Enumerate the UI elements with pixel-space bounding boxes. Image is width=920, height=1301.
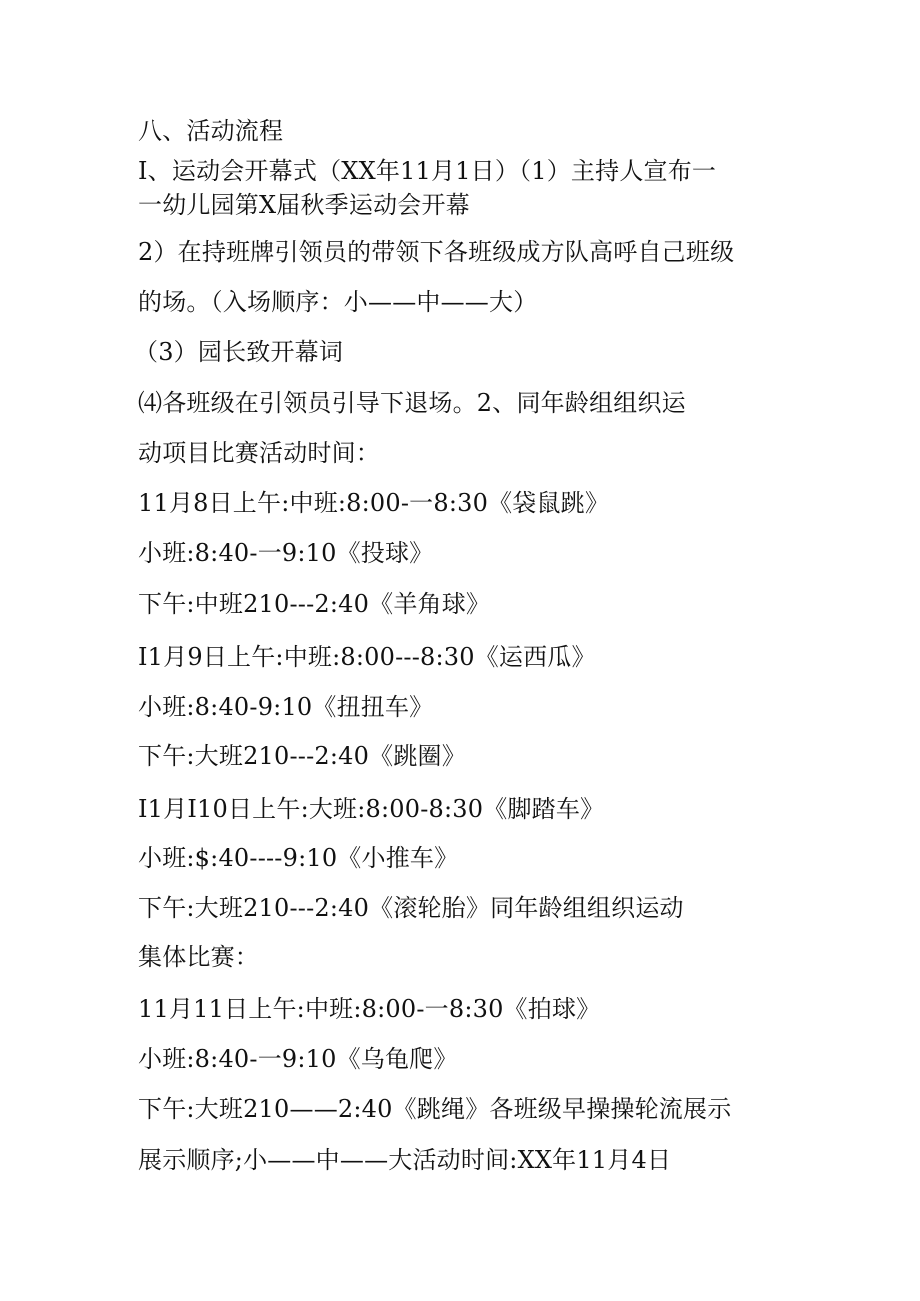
text-line: 2）在持班牌引领员的带领下各班级成方队高呼自己班级: [138, 238, 735, 266]
schedule-line: 小班:8:40-一9:10《乌龟爬》: [138, 1045, 458, 1073]
schedule-line: 下午:大班210——2:40《跳绳》各班级早操操轮流展示: [138, 1095, 732, 1123]
text-line: I、运动会开幕式（XX年11月1日）（1）主持人宣布一: [138, 157, 717, 185]
schedule-line: 小班:8:40-9:10《扭扭车》: [138, 693, 434, 721]
schedule-line: 小班:8:40-一9:10《投球》: [138, 539, 434, 567]
schedule-line: 下午:中班210---2:40《羊角球》: [138, 590, 491, 618]
schedule-line: I1月9日上午:中班:8:00---8:30《运西瓜》: [138, 643, 596, 671]
text-line: （3）园长致开幕词: [134, 338, 344, 366]
text-line: 的场。（入场顺序：小——中——大）: [138, 288, 538, 316]
schedule-line: 小班:$:40----9:10《小推车》: [138, 844, 459, 872]
text-line: ⑷各班级在引领员引导下退场。2、同年龄组组织运: [138, 389, 686, 417]
schedule-line: 11月11日上午:中班:8:00-一8:30《拍球》: [138, 995, 601, 1023]
schedule-line: 下午:大班210---2:40《跳圈》: [138, 742, 466, 770]
schedule-line: 下午:大班210---2:40《滚轮胎》同年龄组组织运动: [138, 894, 684, 922]
schedule-line: 11月8日上午:中班:8:00-一8:30《袋鼠跳》: [138, 489, 610, 517]
text-line: 展示顺序;小——中——大活动时间:XX年11月4日: [138, 1146, 672, 1174]
text-line: 集体比赛：: [138, 943, 259, 971]
section-heading: 八、活动流程: [138, 117, 284, 145]
text-line: 一幼儿园第X届秋季运动会开幕: [138, 191, 470, 219]
text-line: 动项目比赛活动时间：: [138, 439, 380, 467]
schedule-line: I1月I10日上午:大班:8:00-8:30《脚踏车》: [138, 795, 605, 823]
